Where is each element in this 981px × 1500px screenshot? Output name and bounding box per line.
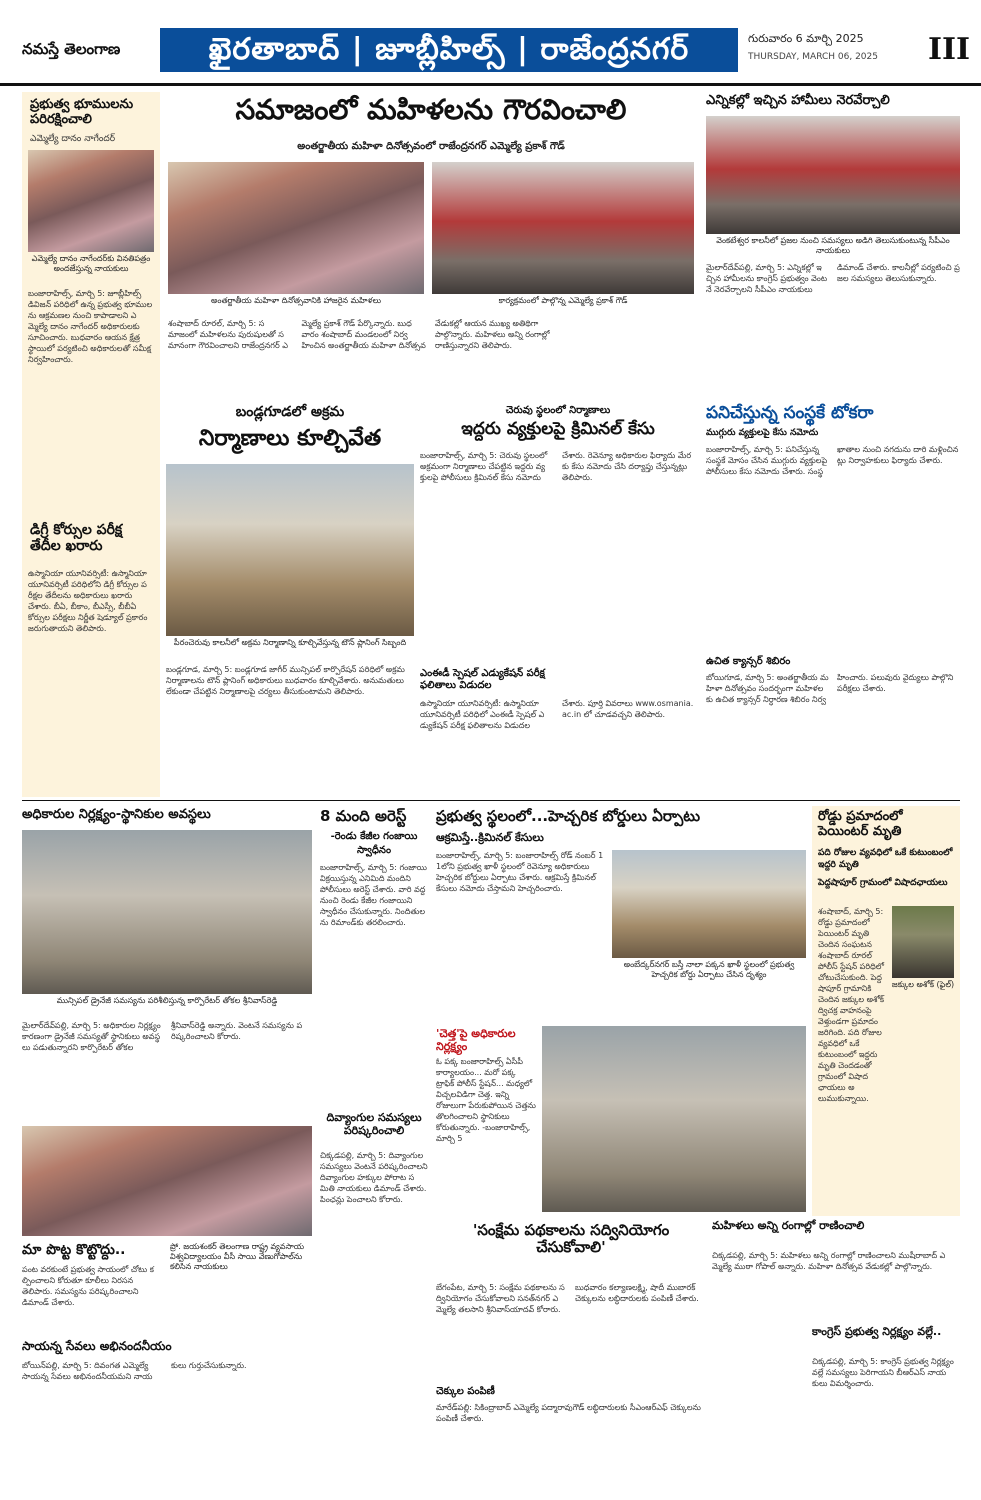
sidebar-story1-body: బంజారాహిల్స్, మార్చి 5: జూబ్లీహిల్స్ డివిజన్ పరిధిలో ఉన్న ప్రభుత్వ భూములను ఆక్రమణల నుంచి కాపాడాలని ఎమ్మెల్యే దానం నాగేందర్ అధికారులకు సూచించారు. బుధవారం ఆయన క్షేత్ర స్థాయిలో పర్యటించి అధికారులతో సమీక్ష నిర్వహించారు. bbox=[28, 289, 153, 364]
promises-headline: ఎన్నికల్లో ఇచ్చిన హామీలు నెరవేర్చాలి bbox=[706, 93, 890, 108]
date-english: THURSDAY, MARCH 06, 2025 bbox=[748, 52, 878, 62]
med-results-story bbox=[420, 668, 696, 794]
garbage-photo bbox=[542, 1026, 806, 1212]
promises-body: మైలార్‌దేవ్‌పల్లి, మార్చి 5: ఎన్నికల్లో ఇచ్చిన హామీలను కాంగ్రెస్ ప్రభుత్వం వెంటనే నెరవేర్చాలని సీపీఎం నాయకులు డిమాండ్ చేశారు. కాలనీల్లో పర్యటించి ప్రజల సమస్యలు తెలుసుకున్నారు. bbox=[706, 263, 960, 294]
painter-death-story bbox=[812, 806, 960, 1216]
painter-bullet-2: పెద్దషాపూర్ గ్రామంలో విషాదఛాయలు bbox=[818, 878, 948, 888]
neglect-photo-caption: మున్సిపల్ డ్రైనేజీ సమస్యను పరిశీలిస్తున్న కార్పొరేటర్ తోకల శ్రీనివాస్‌రెడ్డి bbox=[56, 996, 278, 1005]
neglect-body: మైలార్‌దేవ్‌పల్లి, మార్చి 5: అధికారుల నిర్లక్ష్యం కారణంగా డ్రైనేజీ సమస్యతో స్థానికులు అవస్థలు పడుతున్నారని కార్పొరేటర్ తోకల శ్రీనివాస్‌రెడ్డి అన్నారు. వెంటనే సమస్యను పరిష్కరించాలని కోరారు. bbox=[22, 1021, 303, 1052]
ganja-sub: -రెండు కేజీల గంజాయి స్వాధీనం bbox=[330, 831, 418, 856]
cancer-camp-story bbox=[706, 656, 960, 794]
demolition-headline: నిర్మాణాలు కూల్చివేత bbox=[198, 426, 382, 451]
lead-photo-1-caption: అంతర్జాతీయ మహిళా దినోత్సవానికి హాజరైన మహిళలు bbox=[210, 296, 382, 305]
lead-headline: సమాజంలో మహిళలను గౌరవించాలి bbox=[235, 93, 627, 126]
painter-body: శంషాబాద్, మార్చి 5: రోడ్డు ప్రమాదంలో పెయింటర్ మృతి చెందిన సంఘటన శంషాబాద్ రూరల్ పోలీస్ స్టేషన్ పరిధిలో చోటుచేసుకుంది. పెద్దషాపూర్ గ్రామానికి చెందిన జక్కుల అశోక్ ద్విచక్ర వాహనంపై వెళ్తుండగా ప్రమాదం జరిగింది. పది రోజుల వ్యవధిలో ఒకే కుటుంబంలో ఇద్దరు మృతి చెందడంతో గ్రామంలో విషాదఛాయలు అలుముకున్నాయి. bbox=[818, 907, 885, 1103]
sidebar-story1-title: ప్రభుత్వ భూములను పరిరక్షించాలి bbox=[30, 97, 134, 127]
demolition-story bbox=[166, 402, 414, 794]
sidebar-story1-caption: ఎమ్మెల్యే దానం నాగేందర్‌కు వినతిపత్రం అందజేస్తున్న నాయకులు bbox=[31, 254, 151, 273]
demolition-photo-caption: పీరంచెరువు కాలనీలో అక్రమ నిర్మాణాన్ని కూల్చివేస్తున్న టౌన్ ప్లానింగ్ సిబ్బంది bbox=[173, 638, 407, 647]
date-telugu: గురువారం 6 మార్చి 2025 bbox=[748, 32, 864, 45]
fraud-body: బంజారాహిల్స్, మార్చి 5: పనిచేస్తున్న సంస్థకే మోసం చేసిన ముగ్గురు వ్యక్తులపై పోలీసులు కేసు నమోదు చేశారు. సంస్థ ఖాతాల నుంచి నగదును దారి మళ్లించినట్లు నిర్వాహకులు ఫిర్యాదు చేశారు. bbox=[706, 445, 959, 476]
disabled-headline: దివ్యాంగుల సమస్యలు పరిష్కరించాలి bbox=[326, 1111, 422, 1137]
govt-land-story bbox=[436, 806, 806, 1022]
protest-story bbox=[22, 1126, 312, 1332]
lake-headline: ఇద్దరు వ్యక్తులపై క్రిమినల్ కేసు bbox=[461, 419, 655, 439]
ganja-story bbox=[320, 806, 428, 1106]
sidebar-story2-title: డిగ్రీ కోర్సుల పరీక్ష తేదీల ఖరారు bbox=[30, 522, 123, 555]
neglect-story bbox=[22, 806, 312, 1122]
cancer-camp-body: బోయిగూడ, మార్చి 5: అంతర్జాతీయ మహిళా దినోత్సవం సందర్భంగా మహిళలకు ఉచిత క్యాన్సర్ నిర్ధారణ శిబిరం నిర్వహించారు. పలువురు వైద్యులు పాల్గొని పరీక్షలు చేశారు. bbox=[706, 673, 954, 704]
lead-photo-2 bbox=[432, 162, 694, 294]
page-number: III bbox=[927, 32, 971, 67]
protest-body: పంట వరకుంటే ప్రభుత్వ సాయంలో చోటు కల్పించాలని కోరుతూ కూలీలు నిరసన తెలిపారు. సమస్యను పరిష్కరించాలని డిమాండ్ చేశారు. bbox=[22, 1265, 154, 1307]
ganja-body: బంజారాహిల్స్, మార్చి 5: గంజాయి విక్రయిస్తున్న ఎనిమిది మందిని పోలీసులు అరెస్ట్ చేశారు. వారి వద్ద నుంచి రెండు కేజీల గంజాయిని స్వాధీనం చేసుకున్నారు. నిందితులను రిమాండ్‌కు తరలించారు. bbox=[320, 863, 427, 927]
lake-body: బంజారాహిల్స్, మార్చి 5: చెరువు స్థలంలో అక్రమంగా నిర్మాణాలు చేపట్టిన ఇద్దరు వ్యక్తులపై పోలీసులు క్రిమినల్ కేసు నమోదు చేశారు. రెవెన్యూ అధికారుల ఫిర్యాదు మేరకు కేసు నమోదు చేసి దర్యాప్తు చేస్తున్నట్లు తెలిపారు. bbox=[420, 451, 692, 482]
sidebar-story1-sub: ఎమ్మెల్యే దానం నాగేందర్ bbox=[30, 134, 116, 144]
lead-subhead: అంతర్జాతీయ మహిళా దినోత్సవంలో రాజేంద్రనగర్ ఎమ్మెల్యే ప్రకాశ్ గౌడ్ bbox=[297, 141, 565, 152]
edition-title: ఖైరతాబాద్ | జూబ్లీహిల్స్ | రాజేంద్రనగర్ bbox=[160, 28, 738, 72]
seminar-body: బోయిన్‌పల్లి, మార్చి 5: దివంగత ఎమ్మెల్యే సాయన్న సేవలు అభినందనీయమని నాయకులు గుర్తుచేసుకున్నారు. bbox=[22, 1361, 247, 1381]
lake-kicker: చెరువు స్థలంలో నిర్మాణాలు bbox=[505, 405, 611, 416]
painter-photo-caption: జక్కుల అశోక్ (ఫైల్) bbox=[891, 980, 955, 989]
protest-photo bbox=[22, 1126, 312, 1236]
garbage-headline: 'చెత్త'పై అధికారుల నిర్లక్ష్యం bbox=[436, 1027, 516, 1053]
painter-bullet-1: పది రోజుల వ్యవధిలో ఒకే కుటుంబంలో ఇద్దరి మృతి bbox=[818, 848, 953, 870]
promises-story bbox=[706, 92, 960, 397]
disabled-story bbox=[320, 1110, 428, 1490]
lead-photo-1 bbox=[168, 162, 424, 294]
welfare-body: బేగంపేట, మార్చి 5: సంక్షేమ పథకాలను సద్వినియోగం చేసుకోవాలని సనత్‌నగర్ ఎమ్మెల్యే తలసాని శ్రీనివాస్‌యాదవ్ కోరారు. బుధవారం కల్యాణలక్ష్మి, షాదీ ముబారక్ చెక్కులను లబ్ధిదారులకు పంపిణీ చేశారు. bbox=[436, 1283, 699, 1314]
section-divider bbox=[22, 800, 960, 801]
painter-headline: రోడ్డు ప్రమాదంలో పెయింటర్ మృతి bbox=[818, 809, 903, 839]
women-excel-body: చిక్కడపల్లి, మార్చి 5: మహిళలు అన్ని రంగాల్లో రాణించాలని ముషీరాబాద్ ఎమ్మెల్యే ముఠా గోపాల్ అన్నారు. మహిళా దినోత్సవ వేడుకల్లో పాల్గొన్నారు. bbox=[712, 1251, 946, 1271]
congress-story bbox=[812, 1326, 960, 1490]
seminar-headline: సాయన్న సేవలు అభినందనీయం bbox=[22, 1339, 172, 1353]
govt-land-sub: ఆక్రమిస్తే..క్రిమినల్ కేసులు bbox=[436, 831, 544, 844]
neglect-photo bbox=[22, 830, 312, 994]
lead-photo-2-caption: కార్యక్రమంలో పాల్గొన్న ఎమ్మెల్యే ప్రకాశ్ గౌడ్ bbox=[498, 296, 628, 305]
med-results-headline: ఎంఈడీ స్పెషల్ ఎడ్యుకేషన్ పరీక్ష ఫలితాలు విడుదల bbox=[420, 668, 545, 691]
left-sidebar bbox=[22, 92, 160, 797]
garbage-body: ఓ పక్క బంజారాహిల్స్ ఏసీపీ కార్యాలయం... మరో పక్క ట్రాఫిక్ పోలీస్ స్టేషన్... మధ్యలో విచ్చలవిడిగా చెత్త. ఇన్ని రోజులుగా పేరుకుపోయిన చెత్తను తొలగించాలని స్థానికులు కోరుతున్నారు. -బంజారాహిల్స్, మార్చి 5 bbox=[436, 1057, 536, 1143]
women-excel-story bbox=[712, 1220, 960, 1324]
lead-body: శంషాబాద్ రూరల్, మార్చి 5: సమాజంలో మహిళలను పురుషులతో సమానంగా గౌరవించాలని రాజేంద్రనగర్ ఎమ్మెల్యే ప్రకాశ్ గౌడ్ పేర్కొన్నారు. బుధవారం శంషాబాద్ మండలంలో నిర్వహించిన అంతర్జాతీయ మహిళా దినోత్సవ వేడుకల్లో ఆయన ముఖ్య అతిథిగా పాల్గొన్నారు. మహిళలు అన్ని రంగాల్లో రాణిస్తున్నారని తెలిపారు. bbox=[168, 319, 550, 350]
govt-land-photo-caption: అంబేద్కర్‌నగర్ బస్తీ నాలా పక్కన ఖాళీ స్థలంలో ప్రభుత్వ హెచ్చరిక బోర్డు ఏర్పాటు చేసిన దృశ్యం bbox=[623, 960, 795, 979]
protest-headline: మా పొట్ట కొట్టొద్దు.. bbox=[22, 1242, 126, 1258]
sidebar-story1-photo bbox=[28, 150, 154, 252]
protest-caption: ప్రో. జయశంకర్ తెలంగాణ రాష్ట్ర వ్యవసాయ విశ్వవిద్యాలయం వీసీ సాయి వేణుగోపాల్‌ను కలిసిన నాయకులు bbox=[170, 1242, 304, 1271]
newspaper-name: నమస్తే తెలంగాణ bbox=[22, 40, 121, 58]
cancer-camp-headline: ఉచిత క్యాన్సర్ శిబిరం bbox=[706, 656, 791, 667]
painter-photo bbox=[892, 906, 954, 978]
lead-story bbox=[166, 92, 696, 397]
congress-headline: కాంగ్రెస్ ప్రభుత్వ నిర్లక్ష్యం వల్లే.. bbox=[812, 1325, 942, 1338]
demolition-kicker: బండ్లగూడలో అక్రమ bbox=[235, 404, 345, 420]
garbage-story bbox=[436, 1026, 806, 1216]
ganja-headline: 8 మంది అరెస్ట్ bbox=[320, 807, 407, 825]
govt-land-body: బంజారాహిల్స్, మార్చి 5: బంజారాహిల్స్ రోడ్ నంబర్ 11లోని ప్రభుత్వ ఖాళీ స్థలంలో రెవెన్యూ అధికారులు హెచ్చరిక బోర్డులు ఏర్పాటు చేశారు. ఆక్రమిస్తే క్రిమినల్ కేసులు నమోదు చేస్తామని హెచ్చరించారు. bbox=[436, 851, 604, 893]
demolition-body: బండ్లగూడ, మార్చి 5: బండ్లగూడ జాగీర్ మున్సిపల్ కార్పొరేషన్ పరిధిలో అక్రమ నిర్మాణాలను టౌన్ ప్లానింగ్ అధికారులు బుధవారం కూల్చివేశారు. అనుమతులు లేకుండా చేపట్టిన నిర్మాణాలపై చర్యలు తీసుకుంటామని తెలిపారు. bbox=[166, 665, 405, 696]
disabled-body: చిక్కడపల్లి, మార్చి 5: దివ్యాంగుల సమస్యలు వెంటనే పరిష్కరించాలని దివ్యాంగుల హక్కుల పోరాట సమితి నాయకులు డిమాండ్ చేశారు. పింఛన్లు పెంచాలని కోరారు. bbox=[320, 1151, 428, 1204]
fraud-sub: ముగ్గురు వ్యక్తులపై కేసు నమోదు bbox=[706, 428, 819, 438]
welfare-sub2: చెక్కుల పంపిణీ bbox=[436, 1386, 495, 1397]
fraud-story bbox=[706, 402, 960, 652]
fraud-headline: పనిచేస్తున్న సంస్థకే టోకరా bbox=[706, 403, 874, 423]
govt-land-photo bbox=[612, 850, 806, 958]
congress-body: చిక్కడపల్లి, మార్చి 5: కాంగ్రెస్ ప్రభుత్వ నిర్లక్ష్యం వల్లే సమస్యలు పెరిగాయని బీఆర్‌ఎస్ నాయకులు విమర్శించారు. bbox=[812, 1357, 954, 1388]
welfare-headline: 'సంక్షేమ పథకాలను సద్వినియోగం చేసుకోవాలి' bbox=[472, 1221, 670, 1257]
women-excel-headline: మహిళలు అన్ని రంగాల్లో రాణించాలి bbox=[712, 1219, 865, 1232]
welfare-body2: మారేడ్‌పల్లి: సికింద్రాబాద్ ఎమ్మెల్యే పద్మారావుగౌడ్ లబ్ధిదారులకు సీఎంఆర్‌ఎఫ్ చెక్కులను పంపిణీ చేశారు. bbox=[436, 1403, 701, 1423]
med-results-body: ఉస్మానియా యూనివర్సిటీ: ఉస్మానియా యూనివర్సిటీ పరిధిలో ఎంఈడీ స్పెషల్ ఎడ్యుకేషన్ పరీక్ష ఫలితాలను విడుదల చేశారు. పూర్తి వివరాలు www.osmania.ac.in లో చూడవచ్చని తెలిపారు. bbox=[420, 699, 694, 730]
lake-story bbox=[420, 402, 696, 664]
seminar-story bbox=[22, 1338, 312, 1490]
promises-photo-caption: వెంకటేశ్వర కాలనీలో ప్రజల నుంచి సమస్యలు అడిగి తెలుసుకుంటున్న సీపీఎం నాయకులు bbox=[716, 236, 950, 255]
govt-land-headline: ప్రభుత్వ స్థలంలో...హెచ్చరిక బోర్డులు ఏర్పాటు bbox=[436, 807, 701, 825]
welfare-story bbox=[436, 1220, 706, 1490]
demolition-photo bbox=[166, 464, 414, 636]
masthead bbox=[0, 0, 981, 86]
date-block bbox=[748, 30, 918, 66]
promises-photo bbox=[706, 116, 960, 234]
neglect-headline: అధికారుల నిర్లక్ష్యం-స్థానికుల అవస్థలు bbox=[22, 807, 211, 822]
sidebar-story2-body: ఉస్మానియా యూనివర్సిటీ: ఉస్మానియా యూనివర్సిటీ పరిధిలోని డిగ్రీ కోర్సుల పరీక్షల తేదీలను అధికారులు ఖరారు చేశారు. బీఏ, బీకాం, బీఎస్సీ, బీబీఏ కోర్సుల పరీక్షలు నిర్ణీత షెడ్యూల్ ప్రకారం జరుగుతాయని తెలిపారు. bbox=[28, 569, 148, 633]
